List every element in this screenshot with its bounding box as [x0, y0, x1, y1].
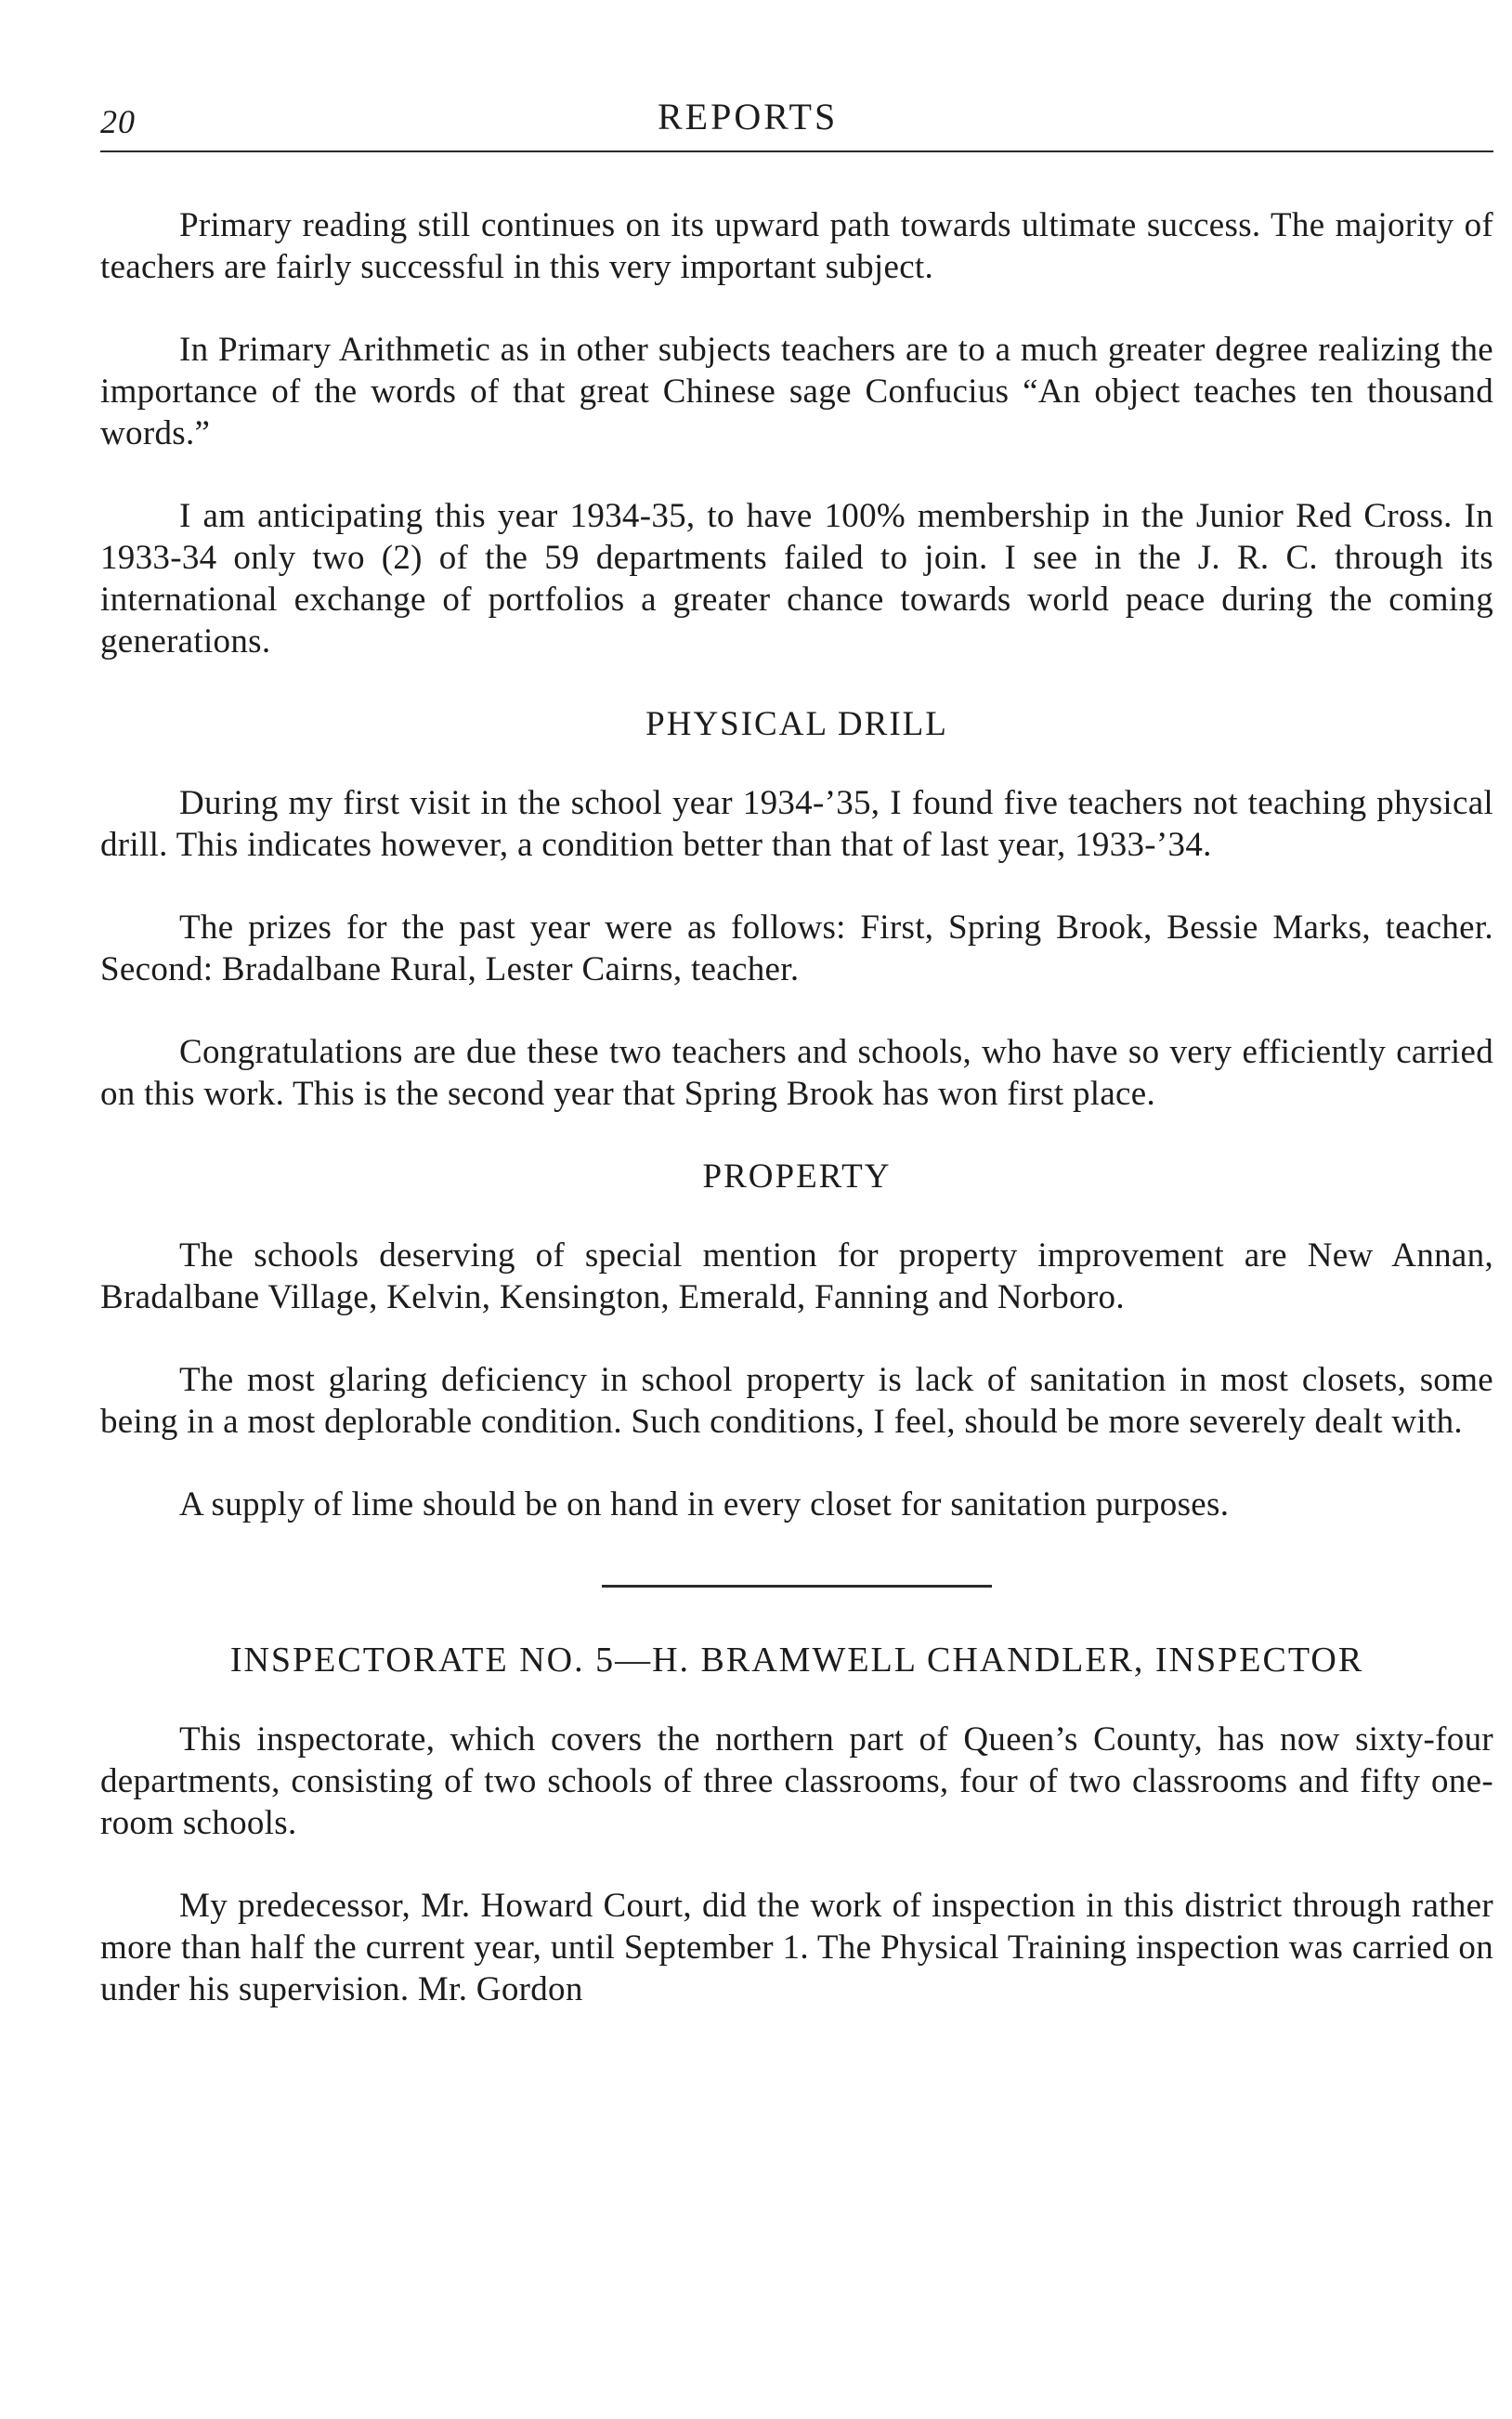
section-heading-physical-drill: PHYSICAL DRILL	[645, 705, 948, 743]
report-body	[100, 204, 1493, 2051]
paragraph-property-mention: The schools deserving of special mention for property improvement are New Annan, Bradalbane Village, Kelvin, Kensington, Emerald, Fanning and Norboro.	[100, 1236, 1493, 1316]
paragraph-property-sanitation: The most glaring deficiency in school property is lack of sanitation in most closets, some being in a most deplorable condition. Such conditions, I feel, should be more severely dealt with.	[100, 1361, 1493, 1441]
paragraph-primary-arithmetic: In Primary Arithmetic as in other subjects teachers are to a much greater degree realizing the importance of the words of that great Chinese sage Confucius “An object teaches ten thousand words.”	[100, 331, 1493, 452]
paragraph-physical-drill-prizes: The prizes for the past year were as follows: First, Spring Brook, Bessie Marks, teacher. Second: Bradalbane Rural, Lester Cairns, teacher.	[100, 909, 1493, 988]
running-title: REPORTS	[658, 96, 839, 137]
page-number: 20	[100, 103, 136, 140]
paragraph-physical-drill-visit: During my first visit in the school year 1934-’35, I found five teachers not teaching physical drill. This indicates however, a condition better than that of last year, 1933-’34.	[100, 784, 1493, 864]
header-rule	[100, 150, 1493, 152]
paragraph-primary-reading: Primary reading still continues on its upward path towards ultimate success. The majority of teachers are fairly successful in this very important subject.	[100, 206, 1493, 286]
report-page	[100, 84, 1493, 2008]
inspectorate-heading: INSPECTORATE NO. 5—H. BRAMWELL CHANDLER, INSPECTOR	[229, 1641, 1364, 1680]
paragraph-inspectorate-predecessor: My predecessor, Mr. Howard Court, did the work of inspection in this district through rather more than half the current year, until September 1. The Physical Training inspection was carried on under his supervision. Mr. Gordon	[100, 1887, 1493, 2008]
section-heading-property: PROPERTY	[702, 1157, 892, 1196]
paragraph-junior-red-cross: I am anticipating this year 1934-35, to have 100% membership in the Junior Red Cross. In 1933-34 only two (2) of the 59 departments failed to join. I see in the J. R. C. through its international exchange of portfolios a greater chance towards world peace during the coming generations.	[100, 497, 1493, 660]
running-header	[100, 84, 1493, 149]
section-divider	[602, 1585, 992, 1588]
paragraph-inspectorate-overview: This inspectorate, which covers the northern part of Queen’s County, has now sixty-four departments, consisting of two schools of three classrooms, four of two classrooms and fifty one-room schools.	[100, 1720, 1493, 1842]
paragraph-property-lime: A supply of lime should be on hand in every closet for sanitation purposes.	[179, 1485, 1230, 1523]
paragraph-physical-drill-congratulations: Congratulations are due these two teachers and schools, who have so very efficiently carried on this work. This is the second year that Spring Brook has won first place.	[100, 1033, 1493, 1113]
